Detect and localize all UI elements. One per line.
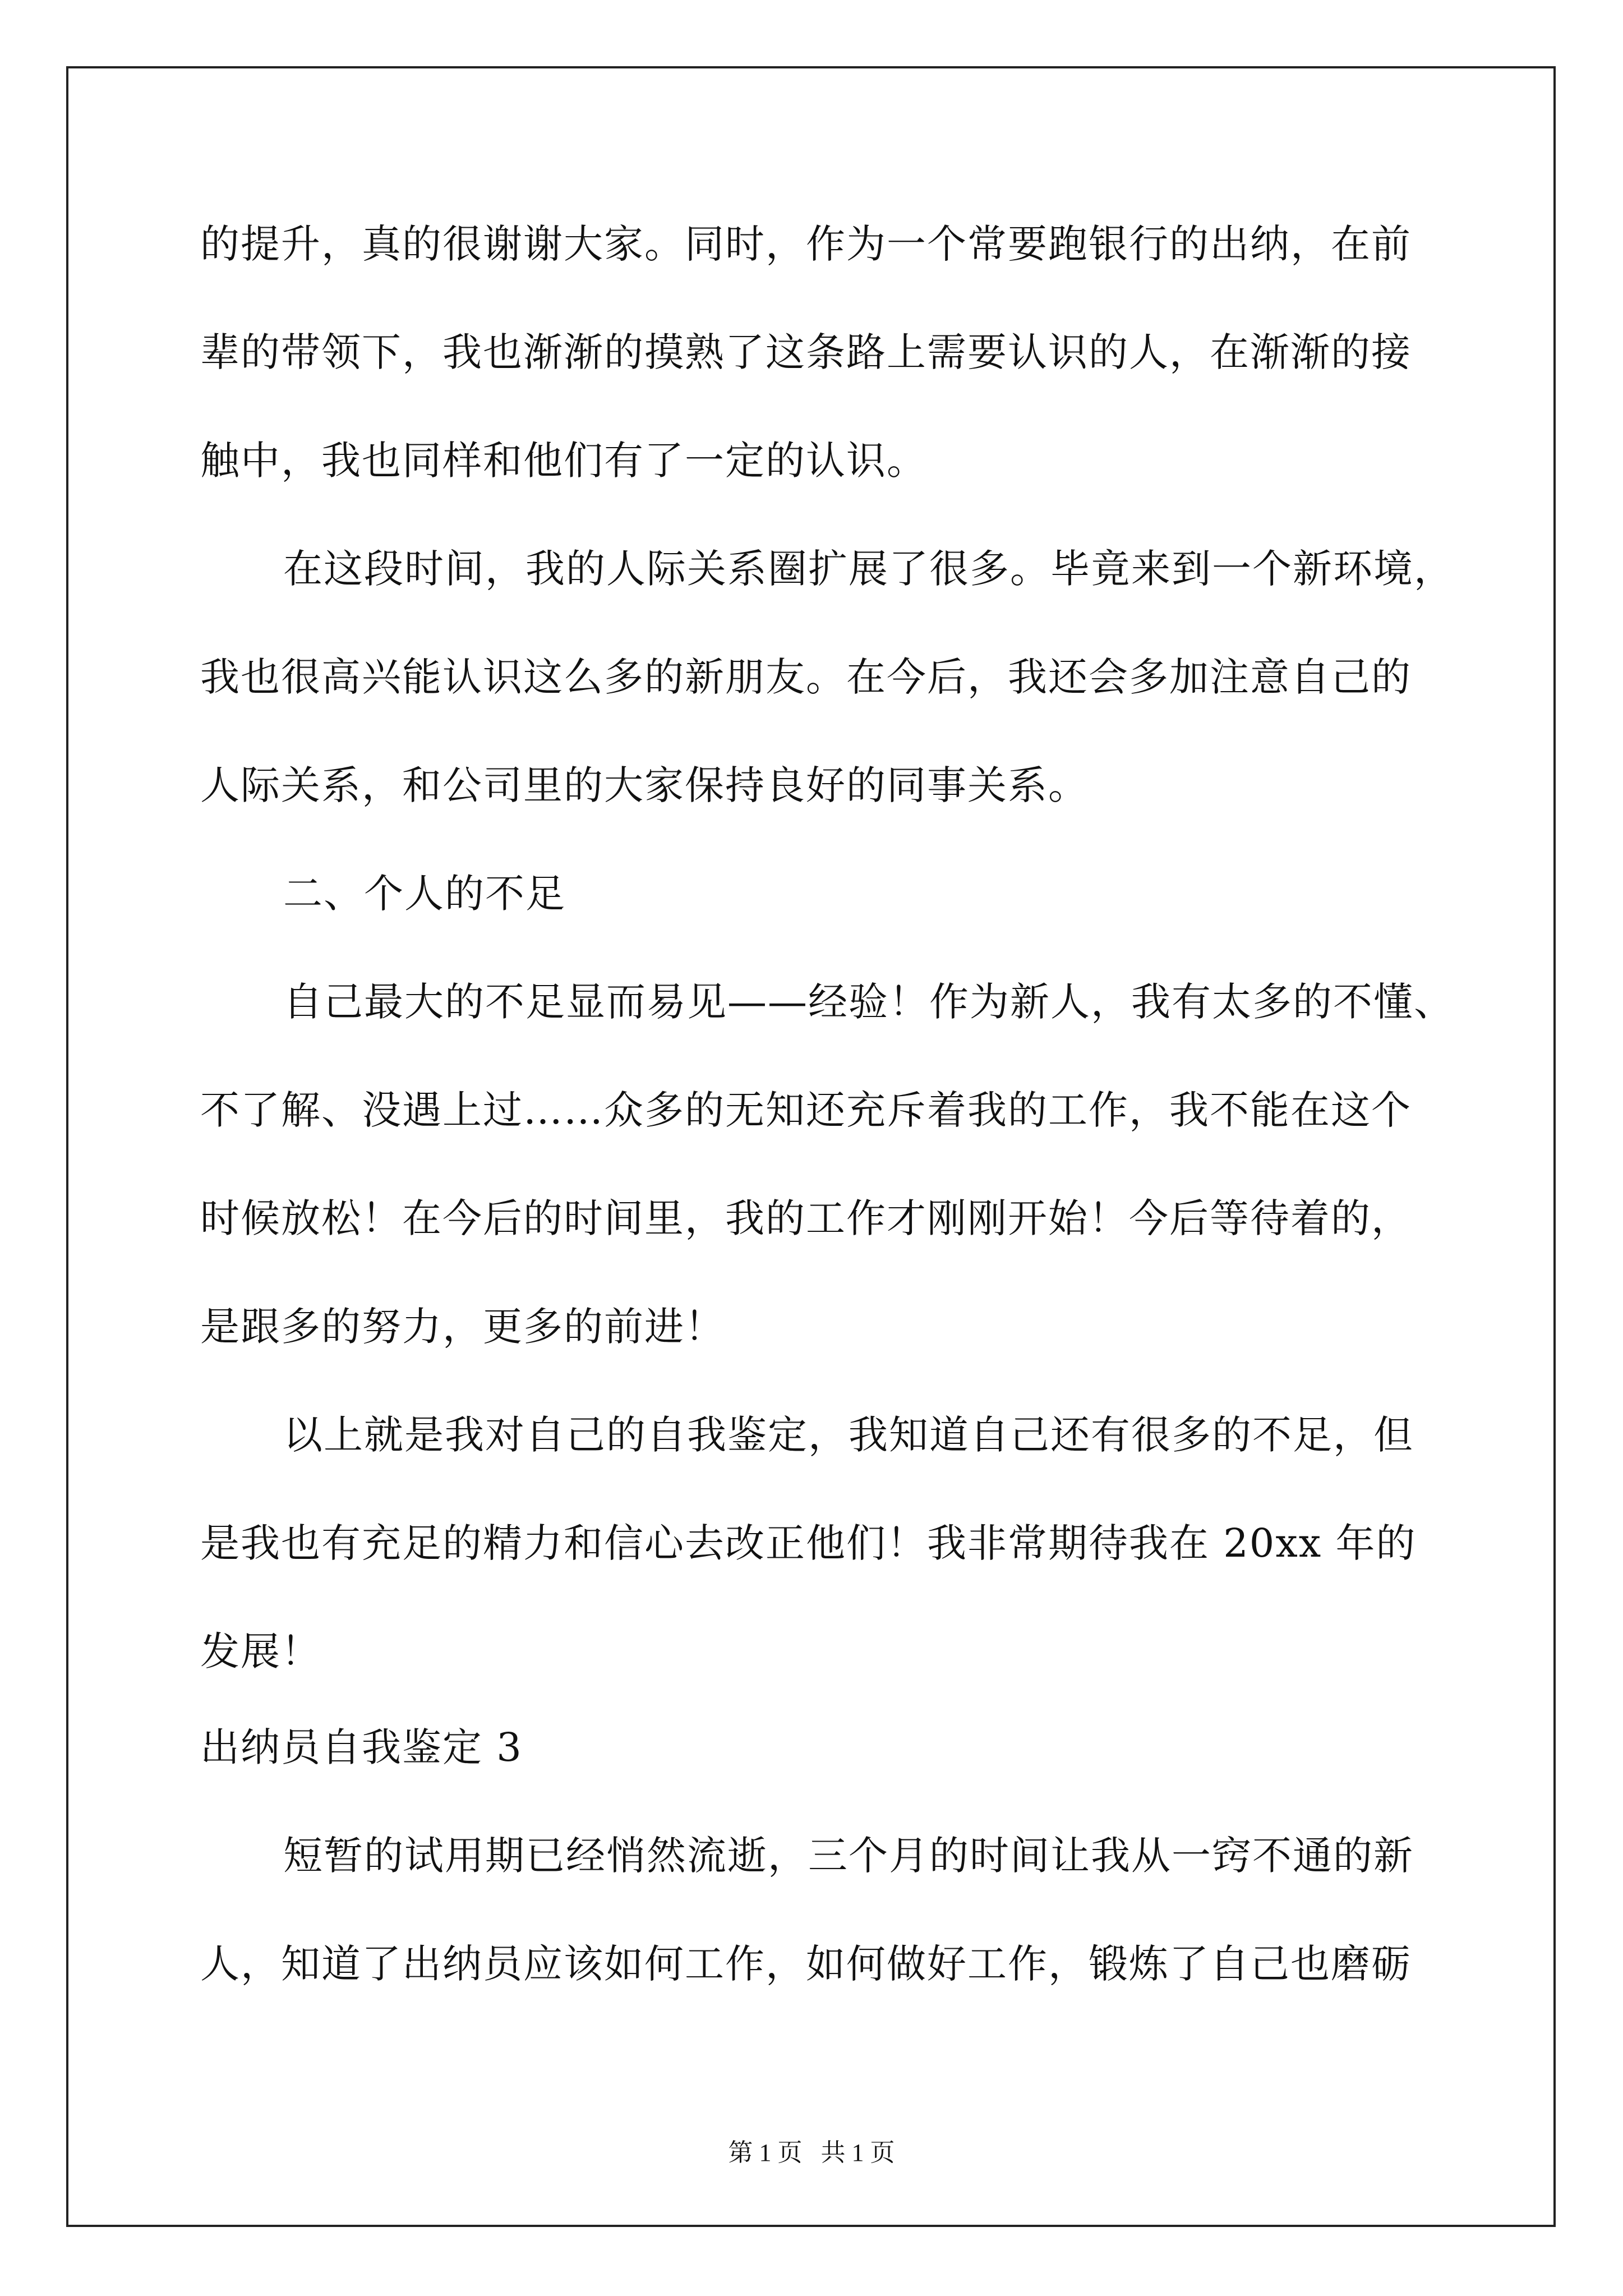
- text-line: 时候放松！在今后的时间里，我的工作才刚刚开始！今后等待着的，: [200, 1195, 1412, 1241]
- page-border: [66, 66, 1556, 2227]
- text-line: 在这段时间，我的人际关系圈扩展了很多。毕竟来到一个新环境，: [283, 546, 1454, 592]
- text-line: 自己最大的不足显而易见——经验！作为新人，我有太多的不懂、: [283, 979, 1454, 1025]
- text-line: 触中，我也同样和他们有了一定的认识。: [200, 438, 927, 484]
- text-line: 短暂的试用期已经悄然流逝，三个月的时间让我从一窍不通的新: [283, 1833, 1414, 1879]
- text-line: 是跟多的努力，更多的前进！: [200, 1304, 725, 1350]
- text-line: 以上就是我对自己的自我鉴定，我知道自己还有很多的不足，但: [283, 1412, 1414, 1458]
- article-title: 出纳员自我鉴定 3: [200, 1724, 523, 1770]
- text-line: 人际关系，和公司里的大家保持良好的同事关系。: [200, 762, 1089, 808]
- section-heading: 二、个人的不足: [283, 871, 566, 917]
- text-line: 是我也有充足的精力和信心去改正他们！我非常期待我在 20xx 年的: [200, 1520, 1417, 1566]
- text-line: 辈的带领下，我也渐渐的摸熟了这条路上需要认识的人，在渐渐的接: [200, 329, 1412, 375]
- text-line: 发展！: [200, 1628, 321, 1674]
- text-line: 人，知道了出纳员应该如何工作，如何做好工作，锻炼了自己也磨砺: [200, 1941, 1412, 1987]
- page-footer: 第 1 页 共 1 页: [728, 2139, 895, 2166]
- text-line: 我也很高兴能认识这么多的新朋友。在今后，我还会多加注意自己的: [200, 654, 1412, 700]
- text-line: 不了解、没遇上过……众多的无知还充斥着我的工作，我不能在这个: [200, 1087, 1412, 1133]
- text-line: 的提升，真的很谢谢大家。同时，作为一个常要跑银行的出纳，在前: [200, 221, 1412, 267]
